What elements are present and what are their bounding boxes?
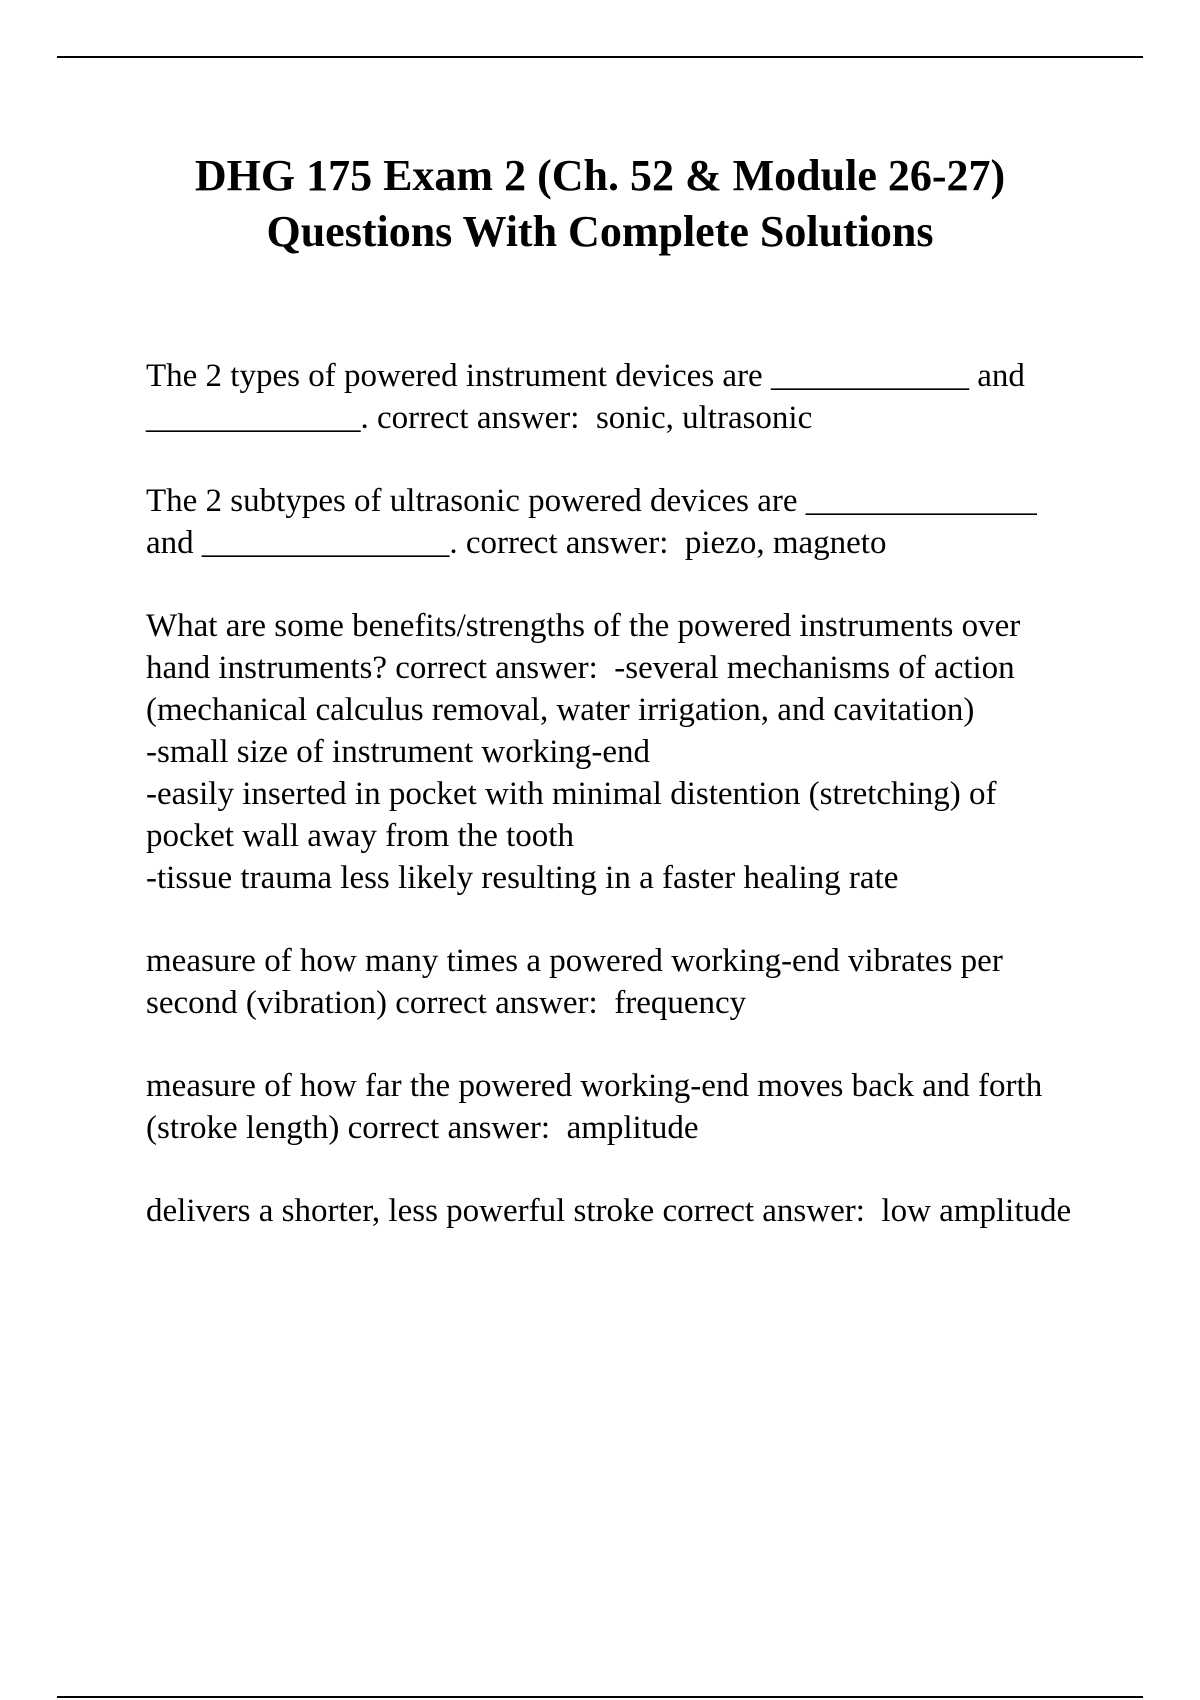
question-list <box>146 355 1091 1273</box>
top-divider <box>57 56 1143 58</box>
title-line-2: Questions With Complete Solutions <box>266 207 934 256</box>
question-item: delivers a shorter, less powerful stroke correct answer: low amplitude <box>146 1193 1072 1229</box>
question-item: measure of how many times a powered working-end vibrates per second (vibration) correct answer: frequency <box>146 943 1012 1021</box>
question-item: What are some benefits/strengths of the powered instruments over hand instruments? correct answer: -several mechanisms of action (mechanical calculus removal, water irrigation, and cavitation) -small size of instrument working-end -easily inserted in pocket with minimal distention (stretching) of pocket wall away from the tooth -tissue trauma less likely resulting in a faster healing rate <box>146 608 1021 896</box>
question-item: measure of how far the powered working-end moves back and forth (stroke length) correct answer: amplitude <box>146 1068 1051 1146</box>
title-line-1: DHG 175 Exam 2 (Ch. 52 & Module 26-27) <box>194 151 1006 200</box>
question-item: The 2 subtypes of ultrasonic powered devices are ______________ and _______________. correct answer: piezo, magneto <box>146 483 1046 561</box>
question-item: The 2 types of powered instrument devices are ____________ and _____________. correct answer: sonic, ultrasonic <box>146 358 1034 436</box>
bottom-divider <box>57 1696 1143 1698</box>
page-title <box>57 148 1143 260</box>
